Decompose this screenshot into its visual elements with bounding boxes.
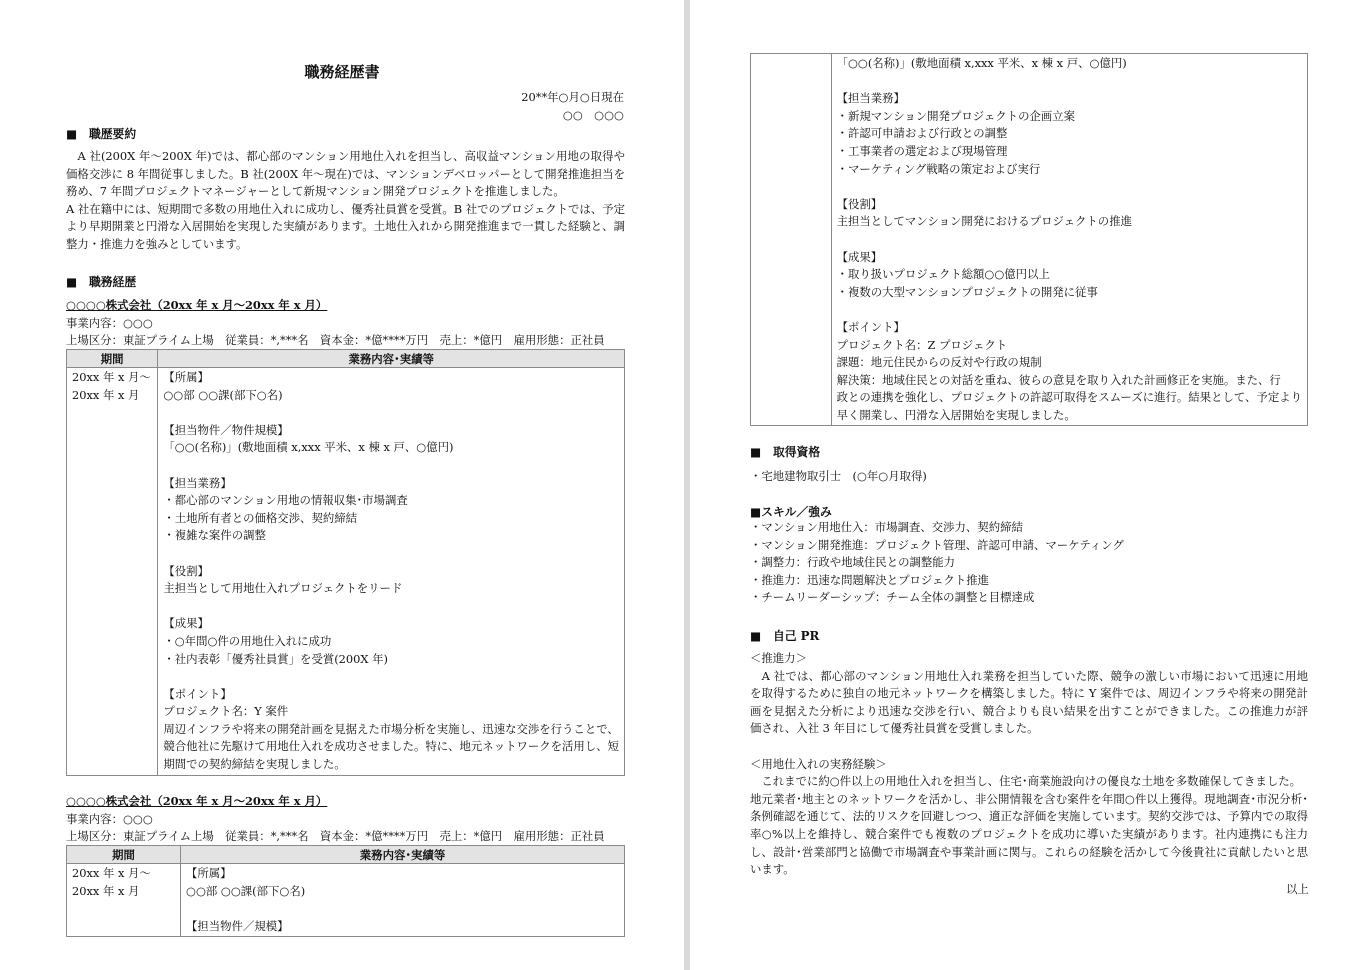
summary-body (66, 148, 625, 254)
content-line: 早く開業し、円滑な入居開始を実現しました。 (836, 407, 1076, 422)
pr-body (750, 650, 1308, 879)
content-cell (181, 864, 625, 937)
content-line: 政との連携を強化し、プロジェクトの許認可取得をスムーズに進行。結果として、予定より (836, 390, 1302, 405)
content-header: 業務内容･実績等 (181, 846, 625, 864)
content-line: ・社内表彰「優秀社員賞」を受賞(200X 年) (163, 651, 388, 666)
skills-heading: ■スキル／強み (750, 505, 832, 519)
table-header-row (67, 846, 625, 864)
list-item: ・調整力：行政や地域住民との調整能力 (750, 555, 956, 570)
company-1-business: 事業内容：○○○ (66, 316, 153, 330)
company-1-name: ○○○○株式会社（20xx 年 x 月～20xx 年 x 月） (66, 298, 328, 312)
period-start: 20xx 年 x 月～ (72, 866, 151, 880)
content-line: 【成果】 (163, 616, 209, 631)
content-line: 【所属】 (186, 866, 232, 880)
content-line: ・土地所有者との価格交渉、契約締結 (163, 510, 358, 525)
content-line: ・取り扱いプロジェクト総額○○億円以上 (836, 267, 1050, 282)
qualification-item: ・宅地建物取引士 (○年○月取得) (750, 469, 927, 483)
content-line: 【役割】 (163, 563, 209, 578)
summary-paragraph-2: A 社在籍中には、短期間で多数の用地仕入れに成功し、優秀社員賞を受賞。B 社でのプロジェクトでは、予定より早期開業と円滑な入居開始を実現した実績があります。土地仕入れから開発推進まで一貫した経験と、調整力・推進力を強みとしています。 (66, 201, 625, 251)
company-2-name: ○○○○株式会社（20xx 年 x 月～20xx 年 x 月） (66, 794, 328, 808)
period-cell (751, 54, 832, 426)
content-line (837, 301, 1302, 319)
company-1-meta: 上場区分：東証プライム上場 従業員：*,***名 資本金：*億****万円 売上：*億円 雇用形態：正社員 (66, 333, 605, 347)
content-line: 【担当物件／規模】 (186, 918, 289, 933)
list-item: ・チームリーダーシップ：チーム全体の調整と目標達成 (750, 590, 1035, 605)
content-line: 【担当業務】 (836, 91, 905, 106)
period-header: 期間 (67, 350, 158, 368)
content-line (186, 900, 619, 918)
content-line: ・複雑な案件の調整 (163, 528, 266, 543)
list-item: ・推進力：迅速な問題解決とプロジェクト推進 (750, 572, 989, 587)
content-line (163, 404, 619, 422)
content-line: ・新規マンション開発プロジェクトの企画立案 (836, 108, 1076, 123)
content-line: ・都心部のマンション用地の情報収集･市場調査 (163, 493, 408, 508)
content-line: 【所属】 (163, 370, 209, 384)
content-line: 【役割】 (836, 196, 883, 211)
pr-paragraph-2b: 地元業者･地主とのネットワークを活かし、非公開情報を含む案件を年間○件以上獲得。現地調査･市況分析･条例確認を通じて、法的リスクを回避しつつ、適正な評価を実施しています。契約交渉では、予算内での取得率○%以上を維持し、競合案件でも複数のプロジェクトを成功に導いた実績があります。社内連携にも注力し、設計･営業部門と協働で市場調査や事業計画に関与。これらの経験を活かして今後貴社に貢献したいと思います。 (750, 791, 1308, 877)
pr-subheading-1: ＜推進力＞ (750, 651, 807, 665)
pr-subheading-2: ＜用地仕入れの実務経験＞ (750, 756, 887, 771)
document-title: 職務経歴書 (304, 63, 380, 81)
qualifications-heading: ■ 取得資格 (750, 445, 821, 459)
content-cell (158, 368, 625, 776)
content-line: 課題：地元住民からの反対や行政の規制 (836, 355, 1042, 370)
content-line: ・○年間○件の用地仕入れに成功 (163, 633, 332, 648)
content-line: 主担当としてマンション開発におけるプロジェクトの推進 (836, 214, 1132, 229)
content-line: 【成果】 (836, 249, 883, 264)
author-name: ○○ ○○○ (562, 108, 624, 122)
content-line: ・許認可申請および行政との調整 (836, 126, 1008, 141)
summary-paragraph-1: A 社(200X 年～200X 年)では、都心部のマンション用地仕入れを担当し、高収益マンション用地の取得や価格交渉に 8 年間従事しました。B 社(200X 年～現在)では、マンションデベロッパーとして開発推進担当を務め、7 年間プロジェクトマネージャーとして新規マンション開発プロジェクトを推進しました。 (66, 149, 625, 199)
period-cell (67, 864, 181, 937)
content-line (163, 598, 619, 616)
company-2-table (66, 845, 625, 937)
content-line: ・マーケティング戦略の策定および実行 (836, 161, 1041, 176)
period-end: 20xx 年 x 月 (72, 883, 140, 898)
skills-list (750, 519, 1124, 607)
period-header: 期間 (67, 846, 181, 864)
content-line: 「○○(名称)」(敷地面積 x,xxx 平米、x 棟 x 戸、○億円) (836, 56, 1127, 70)
table-row (67, 864, 625, 937)
content-line: 【担当物件／物件規模】 (163, 422, 289, 437)
table-row (67, 368, 625, 776)
content-line: 「○○(名称)」(敷地面積 x,xxx 平米、x 棟 x 戸、○億円) (163, 440, 454, 455)
content-line: ・工事業者の選定および現場管理 (836, 143, 1008, 158)
page-2 (690, 0, 1369, 970)
content-line: プロジェクト名：Z プロジェクト (836, 337, 1008, 352)
period-end: 20xx 年 x 月 (72, 387, 140, 402)
content-line (163, 457, 619, 475)
content-line: 競合他社に先駆けて用地仕入れを成功させました。特に、地元ネットワークを活用し、短 (163, 739, 619, 754)
list-item: ・マンション用地仕入：市場調査、交渉力、契約締結 (750, 520, 1023, 534)
content-line: 期間での契約締結を実現しました。 (163, 757, 346, 772)
content-line: 解決策：地域住民との対話を重ね、彼らの意見を取り入れた計画修正を実施。また、行 (836, 372, 1281, 387)
company-2-meta: 上場区分：東証プライム上場 従業員：*,***名 資本金：*億****万円 売上：*億円 雇用形態：正社員 (66, 829, 605, 843)
content-line: ・複数の大型マンションプロジェクトの開発に従事 (836, 284, 1098, 299)
content-line: ○○部 ○○課(部下○名) (186, 883, 306, 898)
content-line: 【担当業務】 (163, 475, 232, 490)
content-line (837, 231, 1302, 249)
company-1-table (66, 349, 625, 776)
content-line: 周辺インフラや将来の開発計画を見据えた市場分析を実施し、迅速な交渉を行うことで、 (163, 721, 619, 736)
pr-spacer (750, 738, 1308, 756)
pr-heading: ■ 自己 PR (750, 629, 820, 643)
content-line: 主担当として用地仕入れプロジェクトをリード (163, 581, 403, 596)
company-2-table-continued (750, 53, 1308, 426)
company-2-business: 事業内容：○○○ (66, 812, 153, 826)
content-line (163, 545, 619, 563)
list-item: ・マンション開発推進：プロジェクト管理、許認可申請、マーケティング (750, 537, 1124, 552)
closing-text: 以上 (1286, 882, 1309, 896)
content-line: 【ポイント】 (163, 686, 232, 701)
content-line: ○○部 ○○課(部下○名) (163, 387, 283, 402)
period-start: 20xx 年 x 月～ (72, 370, 151, 384)
content-header: 業務内容･実績等 (158, 350, 625, 368)
content-line: プロジェクト名：Y 案件 (163, 704, 289, 719)
content-cell (831, 54, 1307, 426)
page-1 (0, 0, 684, 970)
period-cell (67, 368, 158, 776)
document-date: 20**年○月○日現在 (521, 90, 624, 104)
summary-heading: ■ 職歴要約 (66, 127, 137, 141)
content-line: 【ポイント】 (836, 319, 905, 334)
content-line (837, 178, 1302, 196)
content-line (837, 73, 1302, 91)
pr-paragraph-1: A 社では、都心部のマンション用地仕入れ業務を担当していた際、競争の激しい市場において迅速に用地を取得するために独自の地元ネットワークを構築しました。特に Y 案件では、周辺インフラや将来の開発計画を見据えた分析により迅速な交渉を行い、競合よりも良い結果を出すことができました。この推進力が評価され、入社 3 年目にして優秀社員賞を受賞しました。 (750, 668, 1308, 736)
table-header-row (67, 350, 625, 368)
career-heading: ■ 職務経歴 (66, 275, 137, 289)
pr-paragraph-2a: これまでに約○件以上の用地仕入れを担当し、住宅･商業施設向けの優良な土地を多数確保してきました。 (750, 774, 1301, 789)
content-line (163, 668, 619, 686)
table-row (751, 54, 1308, 426)
